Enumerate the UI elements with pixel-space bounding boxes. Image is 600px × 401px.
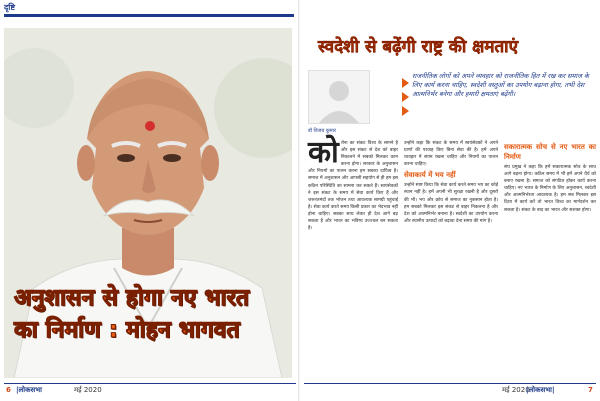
column-3-text: संघ प्रमुख ने कहा कि हमें सकारात्मक सोच के साथ आगे बढ़ना होगा। कठिन समय में भी हमें अपने धैर्य को बनाए रखना है। समाज को संगठित होकर कार्य करना चाहिए। नए भारत के निर्माण के लिए अनुशासन, स्वदेशी और आत्मनिर्भरता आवश्यक है। हम सब मिलकर इस दिशा में कार्य करें तो भारत विश्व का मार्गदर्शन कर सकता है। संकट के बाद का भारत और सशक्त होगा। <box>504 165 596 213</box>
subheading-positive-thinking: सकारात्मक सोच से नए भारत का निर्माण <box>504 143 596 161</box>
article-title: स्वदेशी से बढ़ेंगी राष्ट्र की क्षमताएं <box>318 37 518 57</box>
page-number-right: 7 <box>588 386 593 394</box>
byline: डॉ विजय कुमार <box>308 128 337 134</box>
page-number-left: 6 <box>6 386 11 394</box>
footer-right <box>304 383 596 398</box>
publication-name-right: |लोकसभा| <box>526 386 555 394</box>
headline-line-2: का निर्माण : मोहन भागवत <box>14 317 240 343</box>
author-photo <box>308 70 370 124</box>
issue-date-right: मई 2020 <box>502 386 530 394</box>
chevron-right-icon <box>402 78 409 88</box>
subheading-fearless-service: सेवाकार्य में भय नहीं <box>404 171 456 180</box>
footer-left <box>4 383 296 398</box>
standfirst-arrows <box>402 78 412 118</box>
section-divider <box>4 14 294 17</box>
article-column-2 <box>404 140 498 225</box>
chevron-right-icon <box>402 106 409 116</box>
author-photo-placeholder-icon <box>309 71 369 123</box>
issue-date-left: मई 2020 <box>74 386 102 394</box>
standfirst: राजनीतिक लोगों को अपने व्यवहार को राजनीतिक हित में रख कर समाज के लिए कार्य करना चाहिए, स्वदेशी वस्तुओं का उपयोग बढ़ाना होगा, तभी देश आत्मनिर्भर बनेगा और हमारी क्षमताएं बढ़ेंगी। <box>412 72 590 98</box>
drop-cap: को <box>308 135 339 170</box>
right-page <box>300 0 600 401</box>
column-2-text-b: उन्होंने स्पष्ट किया कि सेवा कार्य करते समय भय का कोई स्थान नहीं है। हमें अपनी भी सुरक्षा रखनी है और दूसरों की भी। भय और क्रोध से समाज का नुकसान होता है। हम सबको मिलकर इस संकट से बाहर निकलना है और देश को आत्मनिर्भर बनाना है। स्वदेशी का उपयोग करना और स्थानीय उत्पादों को बढ़ावा देना समय की मांग है। <box>404 183 498 224</box>
section-label: दृष्टि <box>4 3 15 12</box>
column-1-text: रोना का संकट विश्व के सामने है और इस संकट से देश को बाहर निकालने में सबको मिलकर काम करना होगा। सरकार के अनुशासन और नियमों का पालन करना हम सबका दायित्व है। समाज में अनुशासन और आपसी सहयोग से ही हम इस कठिन परिस्थिति का सामना कर सकते हैं। स्वयंसेवकों ने इस संकट के समय में सेवा कार्य किए हैं और जरूरतमंदों तक भोजन तथा आवश्यक सामग्री पहुंचाई है। सेवा कार्य करते समय किसी प्रकार का भेदभाव नहीं होना चाहिए। सबका साथ लेकर ही देश आगे बढ़ सकता है और भारत का भविष्य उज्ज्वल बन सकता है। <box>308 141 398 232</box>
headline-line-1: अनुशासन से होगा नए भारत <box>14 285 250 311</box>
headline <box>14 282 286 346</box>
column-2-text-a: उन्होंने कहा कि संकट के समय में स्वयंसेवकों ने अपने प्राणों की परवाह किए बिना सेवा की है। हमें अपने व्यवहार में संयम रखना चाहिए और नियमों का पालन करना चाहिए। <box>404 141 498 168</box>
chevron-right-icon <box>402 92 409 102</box>
article-column-3 <box>504 140 596 214</box>
publication-name-left: |लोकसभा <box>16 386 42 394</box>
article-column-1 <box>308 135 398 232</box>
